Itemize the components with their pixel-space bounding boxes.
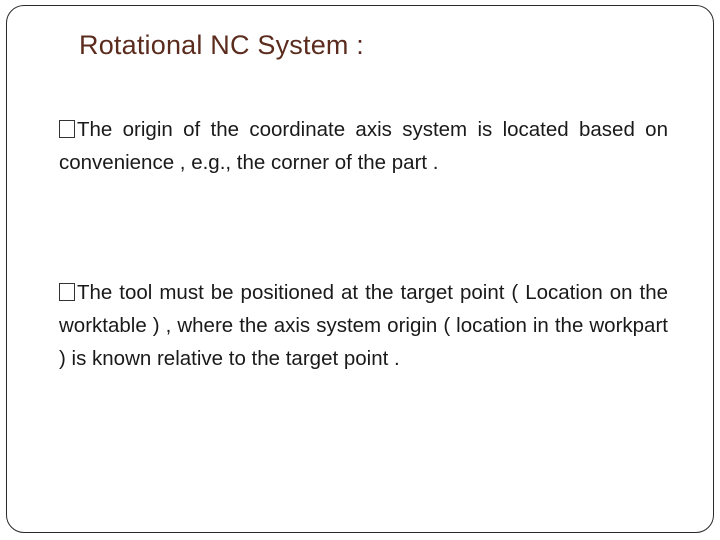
bullet-text: The origin of the coordinate axis system is located based on convenience , e.g., the corner of the part . (59, 118, 668, 174)
square-bullet-icon (59, 120, 75, 138)
bullet-item (59, 276, 668, 375)
bullet-text: The tool must be positioned at the target point ( Location on the worktable ) , where the axis system origin ( location in the workpart ) is known relative to the target point . (59, 281, 668, 370)
square-bullet-icon (59, 283, 75, 301)
slide-title: Rotational NC System : (79, 30, 364, 60)
slide-frame (6, 5, 714, 533)
bullet-item (59, 113, 668, 179)
